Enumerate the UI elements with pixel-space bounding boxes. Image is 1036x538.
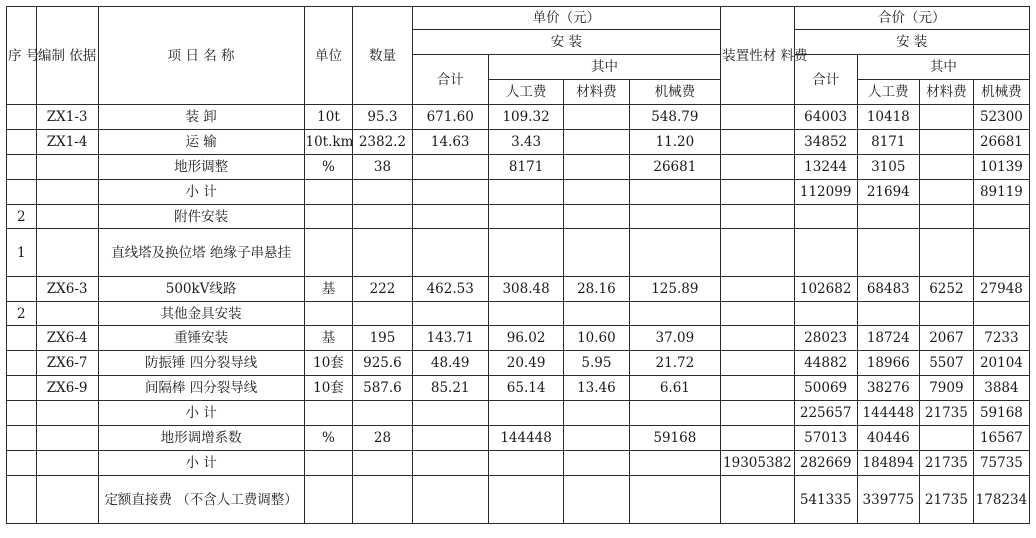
cell-device-material [721, 476, 794, 524]
header-quantity: 数量 [353, 7, 412, 105]
cell-unit-machine [629, 401, 721, 426]
cell-total-labor: 68483 [857, 277, 919, 302]
cell-total-subtotal: 112099 [794, 180, 857, 205]
cell-unit-subtotal [412, 451, 488, 476]
cell-unit-labor [488, 229, 563, 277]
cell-unit-machine [629, 476, 721, 524]
header-unit-material: 材料费 [564, 80, 629, 105]
cell-unit-material [564, 180, 629, 205]
header-unit: 单位 [304, 7, 353, 105]
cell-unit-labor: 8171 [488, 155, 563, 180]
cell-unit-labor: 96.02 [488, 326, 563, 351]
cell-device-material [721, 401, 794, 426]
cell-total-labor: 184894 [857, 451, 919, 476]
cell-seq [7, 326, 37, 351]
cell-device-material [721, 376, 794, 401]
cell-quantity: 195 [353, 326, 412, 351]
cell-unit-machine [629, 205, 721, 229]
cell-item-name: 防振锤 四分裂导线 [98, 351, 304, 376]
cell-unit-machine: 548.79 [629, 105, 721, 130]
cell-total-subtotal: 50069 [794, 376, 857, 401]
cell-quantity [353, 401, 412, 426]
cell-unit-subtotal: 48.49 [412, 351, 488, 376]
cell-item-name: 其他金具安装 [98, 302, 304, 326]
cell-unit: % [304, 155, 353, 180]
cell-total-material: 21735 [919, 451, 973, 476]
cell-unit: 10t.km [304, 130, 353, 155]
table-row [7, 401, 1030, 426]
header-unit-install: 安 装 [412, 30, 721, 55]
cell-unit-labor: 65.14 [488, 376, 563, 401]
cell-quantity: 587.6 [353, 376, 412, 401]
cell-unit-subtotal [412, 426, 488, 451]
cell-total-labor: 40446 [857, 426, 919, 451]
cell-basis [36, 229, 98, 277]
cell-seq: 2 [7, 302, 37, 326]
cell-item-name: 运 输 [98, 130, 304, 155]
cell-total-subtotal: 64003 [794, 105, 857, 130]
cell-total-material [919, 205, 973, 229]
header-total-install: 安 装 [794, 30, 1029, 55]
cell-unit-machine [629, 180, 721, 205]
header-item-name: 项 日 名 称 [98, 7, 304, 105]
cell-unit-subtotal: 143.71 [412, 326, 488, 351]
cell-unit-material [564, 401, 629, 426]
cell-total-labor: 339775 [857, 476, 919, 524]
cell-unit [304, 229, 353, 277]
header-basis: 编制 依据 [36, 7, 98, 105]
cell-total-subtotal: 34852 [794, 130, 857, 155]
cell-device-material [721, 130, 794, 155]
table-body [7, 105, 1030, 524]
cell-total-subtotal: 44882 [794, 351, 857, 376]
table-row [7, 351, 1030, 376]
cell-total-labor: 8171 [857, 130, 919, 155]
cell-seq [7, 105, 37, 130]
header-device-material: 装置性材 料费 [721, 7, 794, 105]
cell-total-material [919, 229, 973, 277]
cell-unit-labor [488, 180, 563, 205]
cell-unit-material [564, 476, 629, 524]
cell-unit-machine: 59168 [629, 426, 721, 451]
cell-seq [7, 277, 37, 302]
cell-quantity: 2382.2 [353, 130, 412, 155]
table-row [7, 326, 1030, 351]
cell-unit-labor [488, 302, 563, 326]
cell-seq [7, 401, 37, 426]
cell-item-name: 小 计 [98, 451, 304, 476]
cell-seq [7, 426, 37, 451]
cell-quantity [353, 229, 412, 277]
header-total-subtotal: 合计 [794, 55, 857, 105]
cell-basis [36, 426, 98, 451]
cell-total-machine: 20104 [973, 351, 1029, 376]
cell-quantity [353, 180, 412, 205]
cell-unit-labor [488, 451, 563, 476]
cell-total-machine: 27948 [973, 277, 1029, 302]
cell-basis [36, 205, 98, 229]
cell-unit-labor: 308.48 [488, 277, 563, 302]
cell-total-labor: 3105 [857, 155, 919, 180]
table-row [7, 180, 1030, 205]
cell-basis: ZX6-7 [36, 351, 98, 376]
header-unit-price: 单价（元） [412, 7, 721, 30]
cell-unit-subtotal: 14.63 [412, 130, 488, 155]
cell-total-subtotal: 541335 [794, 476, 857, 524]
cell-total-machine: 59168 [973, 401, 1029, 426]
cell-unit-material: 10.60 [564, 326, 629, 351]
cell-seq [7, 351, 37, 376]
cell-item-name: 装 卸 [98, 105, 304, 130]
cell-unit-labor: 20.49 [488, 351, 563, 376]
cell-unit-material [564, 205, 629, 229]
cell-total-subtotal: 282669 [794, 451, 857, 476]
cell-unit-subtotal: 671.60 [412, 105, 488, 130]
cell-total-material: 2067 [919, 326, 973, 351]
cell-unit-machine: 6.61 [629, 376, 721, 401]
cell-device-material: 19305382 [721, 451, 794, 476]
table-row [7, 229, 1030, 277]
cell-total-machine [973, 302, 1029, 326]
cell-total-machine: 3884 [973, 376, 1029, 401]
cell-unit-subtotal [412, 205, 488, 229]
cell-unit-material [564, 426, 629, 451]
cell-total-subtotal [794, 229, 857, 277]
table-row [7, 451, 1030, 476]
cell-seq: 1 [7, 229, 37, 277]
table-row [7, 376, 1030, 401]
cell-device-material [721, 351, 794, 376]
cell-unit-machine [629, 451, 721, 476]
cell-total-material [919, 426, 973, 451]
cell-device-material [721, 205, 794, 229]
cell-quantity: 28 [353, 426, 412, 451]
header-total-material: 材料费 [919, 80, 973, 105]
header-unit-subtotal: 合计 [412, 55, 488, 105]
cell-unit-labor: 144448 [488, 426, 563, 451]
cell-total-material [919, 155, 973, 180]
cell-seq [7, 476, 37, 524]
cell-total-subtotal [794, 302, 857, 326]
cell-unit-labor [488, 476, 563, 524]
cell-unit [304, 205, 353, 229]
cell-total-material: 21735 [919, 476, 973, 524]
cell-unit-material [564, 105, 629, 130]
cell-total-subtotal: 102682 [794, 277, 857, 302]
cell-basis: ZX1-3 [36, 105, 98, 130]
cell-unit: 10套 [304, 376, 353, 401]
cell-quantity [353, 476, 412, 524]
cell-total-machine: 178234 [973, 476, 1029, 524]
cell-unit-subtotal [412, 155, 488, 180]
header-total-machine: 机械费 [973, 80, 1029, 105]
cell-device-material [721, 155, 794, 180]
cell-total-material [919, 105, 973, 130]
cell-total-subtotal [794, 205, 857, 229]
cell-unit-machine: 37.09 [629, 326, 721, 351]
cell-basis: ZX6-4 [36, 326, 98, 351]
cell-quantity: 95.3 [353, 105, 412, 130]
cell-unit-material [564, 229, 629, 277]
table-row [7, 205, 1030, 229]
cell-quantity [353, 205, 412, 229]
cell-item-name: 直线塔及换位塔 绝缘子串悬挂 [98, 229, 304, 277]
cell-unit-material: 13.46 [564, 376, 629, 401]
cell-total-material: 21735 [919, 401, 973, 426]
cell-device-material [721, 277, 794, 302]
cell-item-name: 地形调增系数 [98, 426, 304, 451]
cell-total-machine: 7233 [973, 326, 1029, 351]
cell-unit-labor: 3.43 [488, 130, 563, 155]
table-row [7, 302, 1030, 326]
cell-unit [304, 180, 353, 205]
table-row [7, 155, 1030, 180]
table-row [7, 105, 1030, 130]
cell-item-name: 定额直接费 （不含人工费调整） [98, 476, 304, 524]
table-row [7, 277, 1030, 302]
cell-unit-material [564, 130, 629, 155]
cell-quantity: 38 [353, 155, 412, 180]
cell-unit: % [304, 426, 353, 451]
cell-device-material [721, 105, 794, 130]
cell-unit-subtotal [412, 302, 488, 326]
cell-basis [36, 401, 98, 426]
cell-unit-machine: 125.89 [629, 277, 721, 302]
cell-total-machine: 26681 [973, 130, 1029, 155]
cell-total-material [919, 180, 973, 205]
cell-unit-subtotal [412, 476, 488, 524]
cell-total-subtotal: 57013 [794, 426, 857, 451]
cell-seq [7, 180, 37, 205]
cell-unit-labor [488, 401, 563, 426]
cell-unit-labor: 109.32 [488, 105, 563, 130]
cell-unit-subtotal [412, 180, 488, 205]
cell-item-name: 小 计 [98, 401, 304, 426]
cell-total-labor [857, 302, 919, 326]
cell-unit: 10套 [304, 351, 353, 376]
cell-unit: 10t [304, 105, 353, 130]
cell-total-labor: 18966 [857, 351, 919, 376]
cell-item-name: 间隔棒 四分裂导线 [98, 376, 304, 401]
cell-quantity: 222 [353, 277, 412, 302]
cell-unit-machine: 11.20 [629, 130, 721, 155]
cell-total-material [919, 130, 973, 155]
cell-total-machine: 10139 [973, 155, 1029, 180]
cell-item-name: 地形调整 [98, 155, 304, 180]
cell-total-material: 6252 [919, 277, 973, 302]
cell-total-labor: 10418 [857, 105, 919, 130]
cell-quantity: 925.6 [353, 351, 412, 376]
cell-seq [7, 130, 37, 155]
header-seq: 序 号 [7, 7, 37, 105]
cell-total-labor: 21694 [857, 180, 919, 205]
cell-total-labor [857, 205, 919, 229]
cell-basis [36, 155, 98, 180]
cell-total-machine: 52300 [973, 105, 1029, 130]
cell-total-material: 5507 [919, 351, 973, 376]
cell-total-machine: 75735 [973, 451, 1029, 476]
cell-unit [304, 401, 353, 426]
cell-total-machine: 16567 [973, 426, 1029, 451]
cell-device-material [721, 426, 794, 451]
cell-unit: 基 [304, 277, 353, 302]
cell-total-machine [973, 229, 1029, 277]
cell-basis [36, 451, 98, 476]
cell-total-labor: 144448 [857, 401, 919, 426]
cell-total-subtotal: 13244 [794, 155, 857, 180]
header-total-of-which: 其中 [857, 55, 1029, 80]
cell-total-labor [857, 229, 919, 277]
header-total-labor: 人工费 [857, 80, 919, 105]
cell-device-material [721, 229, 794, 277]
cell-device-material [721, 326, 794, 351]
table-row [7, 476, 1030, 524]
cell-total-labor: 38276 [857, 376, 919, 401]
cell-total-machine [973, 205, 1029, 229]
cell-seq [7, 451, 37, 476]
estimate-table [6, 6, 1030, 524]
cell-total-machine: 89119 [973, 180, 1029, 205]
cell-item-name: 重锤安装 [98, 326, 304, 351]
header-unit-labor: 人工费 [488, 80, 563, 105]
cell-item-name: 500kV线路 [98, 277, 304, 302]
cell-unit-machine [629, 229, 721, 277]
cell-unit: 基 [304, 326, 353, 351]
cell-unit-machine: 21.72 [629, 351, 721, 376]
cell-unit-subtotal [412, 229, 488, 277]
cell-basis: ZX6-9 [36, 376, 98, 401]
cell-unit-labor [488, 205, 563, 229]
cell-device-material [721, 302, 794, 326]
cell-unit-machine: 26681 [629, 155, 721, 180]
cell-unit-subtotal: 462.53 [412, 277, 488, 302]
cell-seq: 2 [7, 205, 37, 229]
cell-total-subtotal: 28023 [794, 326, 857, 351]
cell-item-name: 小 计 [98, 180, 304, 205]
header-unit-machine: 机械费 [629, 80, 721, 105]
cell-basis [36, 302, 98, 326]
cell-unit [304, 451, 353, 476]
cell-seq [7, 155, 37, 180]
table-row [7, 130, 1030, 155]
table-header [7, 7, 1030, 105]
cell-device-material [721, 180, 794, 205]
cell-unit-material: 5.95 [564, 351, 629, 376]
cell-unit-material: 28.16 [564, 277, 629, 302]
table-row [7, 426, 1030, 451]
cell-seq [7, 376, 37, 401]
cell-unit-material [564, 451, 629, 476]
cell-basis [36, 180, 98, 205]
header-unit-of-which: 其中 [488, 55, 720, 80]
header-total-price: 合价（元） [794, 7, 1029, 30]
cell-total-material [919, 302, 973, 326]
cell-unit [304, 476, 353, 524]
cell-unit [304, 302, 353, 326]
cell-quantity [353, 451, 412, 476]
cell-total-material: 7909 [919, 376, 973, 401]
cell-unit-material [564, 302, 629, 326]
cell-basis: ZX1-4 [36, 130, 98, 155]
cell-unit-material [564, 155, 629, 180]
cell-item-name: 附件安装 [98, 205, 304, 229]
cell-unit-subtotal [412, 401, 488, 426]
cell-total-subtotal: 225657 [794, 401, 857, 426]
cell-basis [36, 476, 98, 524]
cell-unit-subtotal: 85.21 [412, 376, 488, 401]
cell-unit-machine [629, 302, 721, 326]
cell-basis: ZX6-3 [36, 277, 98, 302]
cell-quantity [353, 302, 412, 326]
cell-total-labor: 18724 [857, 326, 919, 351]
